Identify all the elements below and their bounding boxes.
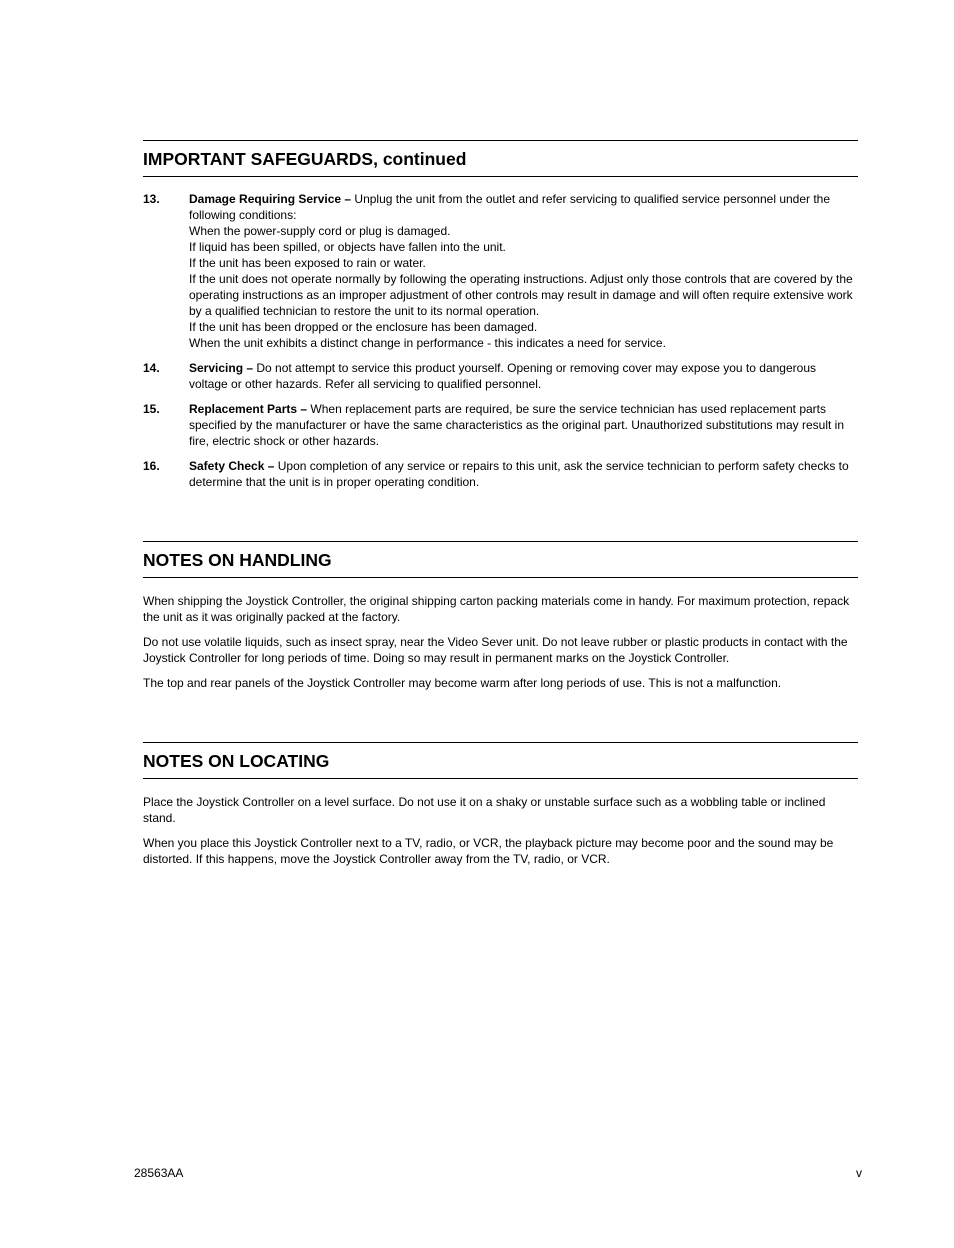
item-body bbox=[189, 458, 858, 490]
handling-section bbox=[143, 541, 858, 691]
item-body bbox=[189, 401, 858, 449]
condition-item: If liquid has been spilled, or objects have fallen into the unit. bbox=[189, 240, 506, 254]
safeguards-section bbox=[143, 140, 858, 490]
safeguard-item-13 bbox=[143, 191, 858, 351]
condition-item: If the unit has been dropped or the enclosure has been damaged. bbox=[189, 320, 538, 334]
locating-section bbox=[143, 742, 858, 867]
safeguards-title: IMPORTANT SAFEGUARDS, continued bbox=[143, 141, 858, 177]
item-body bbox=[189, 191, 858, 351]
item-number: 15. bbox=[143, 402, 160, 416]
safeguards-list bbox=[143, 191, 858, 490]
item-number: 16. bbox=[143, 459, 160, 473]
item-number: 13. bbox=[143, 192, 160, 206]
item-text bbox=[189, 458, 858, 490]
item-text bbox=[189, 360, 858, 392]
item-lead: Safety Check – bbox=[189, 459, 275, 473]
item-description: Unplug the unit from the outlet and refer servicing to qualified service personnel under the following conditions: bbox=[189, 192, 831, 222]
item-text bbox=[189, 191, 858, 223]
item-body bbox=[189, 360, 858, 392]
item-number: 14. bbox=[143, 361, 160, 375]
handling-title: NOTES ON HANDLING bbox=[143, 542, 858, 578]
condition-item: When the power-supply cord or plug is damaged. bbox=[189, 224, 451, 238]
condition-item: When the unit exhibits a distinct change in performance - this indicates a need for service. bbox=[189, 336, 666, 350]
condition-item: If the unit does not operate normally by following the operating instructions. Adjust only those controls that are covered by the operating instructions as an improper adjustment of other controls may result in damage and will often require extensive work by a qualified technician to restore the unit to its normal operation. bbox=[189, 272, 853, 318]
item-description: Upon completion of any service or repairs to this unit, ask the service technician to perform safety checks to determine that the unit is in proper operating condition. bbox=[189, 459, 849, 489]
item-lead: Replacement Parts – bbox=[189, 402, 308, 416]
item-text bbox=[189, 401, 858, 449]
footer-page-number: v bbox=[856, 1166, 862, 1180]
item-lead: Servicing – bbox=[189, 361, 254, 375]
locating-paragraph: When you place this Joystick Controller next to a TV, radio, or VCR, the playback picture may become poor and the sound may be distorted. If this happens, move the Joystick Controller away from the TV, radio, or VCR. bbox=[143, 836, 834, 866]
condition-item: If the unit has been exposed to rain or water. bbox=[189, 256, 426, 270]
safeguard-item-15 bbox=[143, 401, 858, 449]
item-description: Do not attempt to service this product yourself. Opening or removing cover may expose you to dangerous voltage or other hazards. Refer all servicing to qualified personnel. bbox=[189, 361, 816, 391]
safeguard-item-16 bbox=[143, 458, 858, 490]
safeguard-item-14 bbox=[143, 360, 858, 392]
locating-title: NOTES ON LOCATING bbox=[143, 743, 858, 779]
handling-paragraphs bbox=[143, 593, 858, 691]
item-lead: Damage Requiring Service – bbox=[189, 192, 352, 206]
document-content bbox=[143, 140, 858, 876]
handling-paragraph: When shipping the Joystick Controller, the original shipping carton packing materials come in handy. For maximum protection, repack the unit as it was originally packed at the factory. bbox=[143, 594, 850, 624]
locating-paragraphs bbox=[143, 794, 858, 867]
item-description: When replacement parts are required, be sure the service technician has used replacement parts specified by the manufacturer or have the same characteristics as the original part. Unauthorized substitutions may result in fire, electric shock or other hazards. bbox=[189, 402, 844, 448]
handling-paragraph: The top and rear panels of the Joystick Controller may become warm after long periods of use. This is not a malfunction. bbox=[143, 676, 782, 690]
footer-doc-number: 28563AA bbox=[134, 1166, 184, 1180]
handling-paragraph: Do not use volatile liquids, such as insect spray, near the Video Sever unit. Do not leave rubber or plastic products in contact with the Joystick Controller for long periods of time. Doing so may result in permanent marks on the Joystick Controller. bbox=[143, 635, 848, 665]
locating-paragraph: Place the Joystick Controller on a level surface. Do not use it on a shaky or unstable surface such as a wobbling table or inclined stand. bbox=[143, 795, 826, 825]
